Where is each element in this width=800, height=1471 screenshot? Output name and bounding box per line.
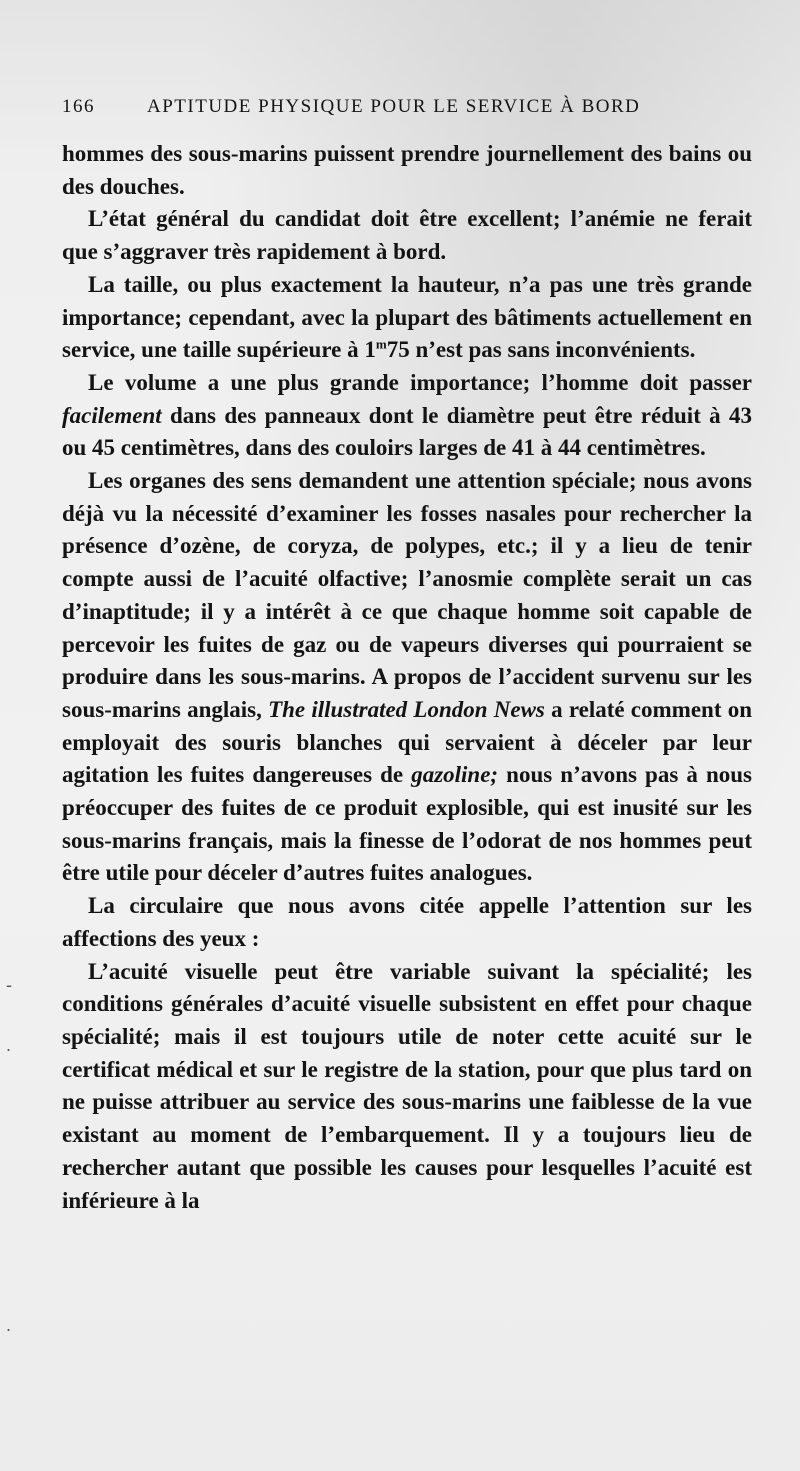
body-text <box>62 138 752 1217</box>
margin-mark: . <box>6 1315 12 1335</box>
paragraph-4 <box>62 367 752 465</box>
paragraph-1: hommes des sous-marins puissent prendre journellement des bains ou des douches. <box>62 141 752 199</box>
unit-superscript: m <box>375 336 387 352</box>
page-header <box>62 96 752 126</box>
paragraph-5-text-b: a relaté comment on employait des souris blanches qui servaient à déceler par leur agitation les fuites dangereuses de <box>62 696 752 788</box>
italic-newspaper-title: The illustrated London News <box>268 696 545 722</box>
running-head: APTITUDE PHYSIQUE POUR LE SERVICE À BORD <box>147 96 641 117</box>
italic-facilement: facilement <box>62 402 162 428</box>
paragraph-5-text-c: nous n’avons pas à nous préoccuper des fuites de ce produit explosible, qui est inusité sur les sous-marins français, mais la finesse de l’odorat de nos hommes peut être utile pour déceler d’autres fuites analogues. <box>62 762 752 886</box>
paragraph-4-text-a: Le volume a une plus grande importance; l’homme doit passer <box>88 369 752 395</box>
paragraph-7: L’acuité visuelle peut être variable suivant la spécialité; les conditions générales d’acuité visuelle subsistent en effet pour chaque spécialité; mais il est toujours utile de noter cette acuité sur le certificat médical et sur le registre de la station, pour que plus tard on ne puisse attribuer au service des sous-marins une faiblesse de la vue existant au moment de l’embarquement. Il y a toujours lieu de rechercher autant que possible les causes pour lesquelles l’acuité est inférieure à la <box>62 958 752 1213</box>
paragraph-5-text-a: Les organes des sens demandent une attention spéciale; nous avons déjà vu la nécessité d’examiner les fosses nasales pour rechercher la présence d’ozène, de coryza, de polypes, etc.; il y a lieu de tenir compte aussi de l’acuité olfactive; l’anosmie complète serait un cas d’inaptitude; il y a intérêt à ce que chaque homme soit capable de percevoir les fuites de gaz ou de vapeurs diverses qui pourraient se produire dans les sous-marins. A propos de l’accident survenu sur les sous-marins anglais, <box>62 468 752 722</box>
italic-gazoline: gazoline; <box>411 762 499 788</box>
paragraph-5 <box>62 465 752 890</box>
paragraph-3-text-a: La taille, ou plus exactement la hauteur, n’a pas une très grande importance; cependant, avec la plupart des bâtiments actuellement en service, une taille supérieure à 1 <box>62 271 752 363</box>
page-number: 166 <box>62 96 95 117</box>
paragraph-3 <box>62 269 752 367</box>
paragraph-6: La circulaire que nous avons citée appelle l’attention sur les affections des yeux : <box>62 893 752 951</box>
paragraph-2: L’état général du candidat doit être excellent; l’anémie ne ferait que s’aggraver très rapidement à bord. <box>62 206 752 265</box>
margin-mark: - <box>6 975 12 995</box>
paragraph-4-text-b: dans des panneaux dont le diamètre peut être réduit à 43 ou 45 centimètres, dans des couloirs larges de 41 à 44 centimètres. <box>62 402 752 461</box>
margin-mark: . <box>6 1035 12 1055</box>
paragraph-3-text-b: 75 n’est pas sans inconvénients. <box>386 337 696 363</box>
